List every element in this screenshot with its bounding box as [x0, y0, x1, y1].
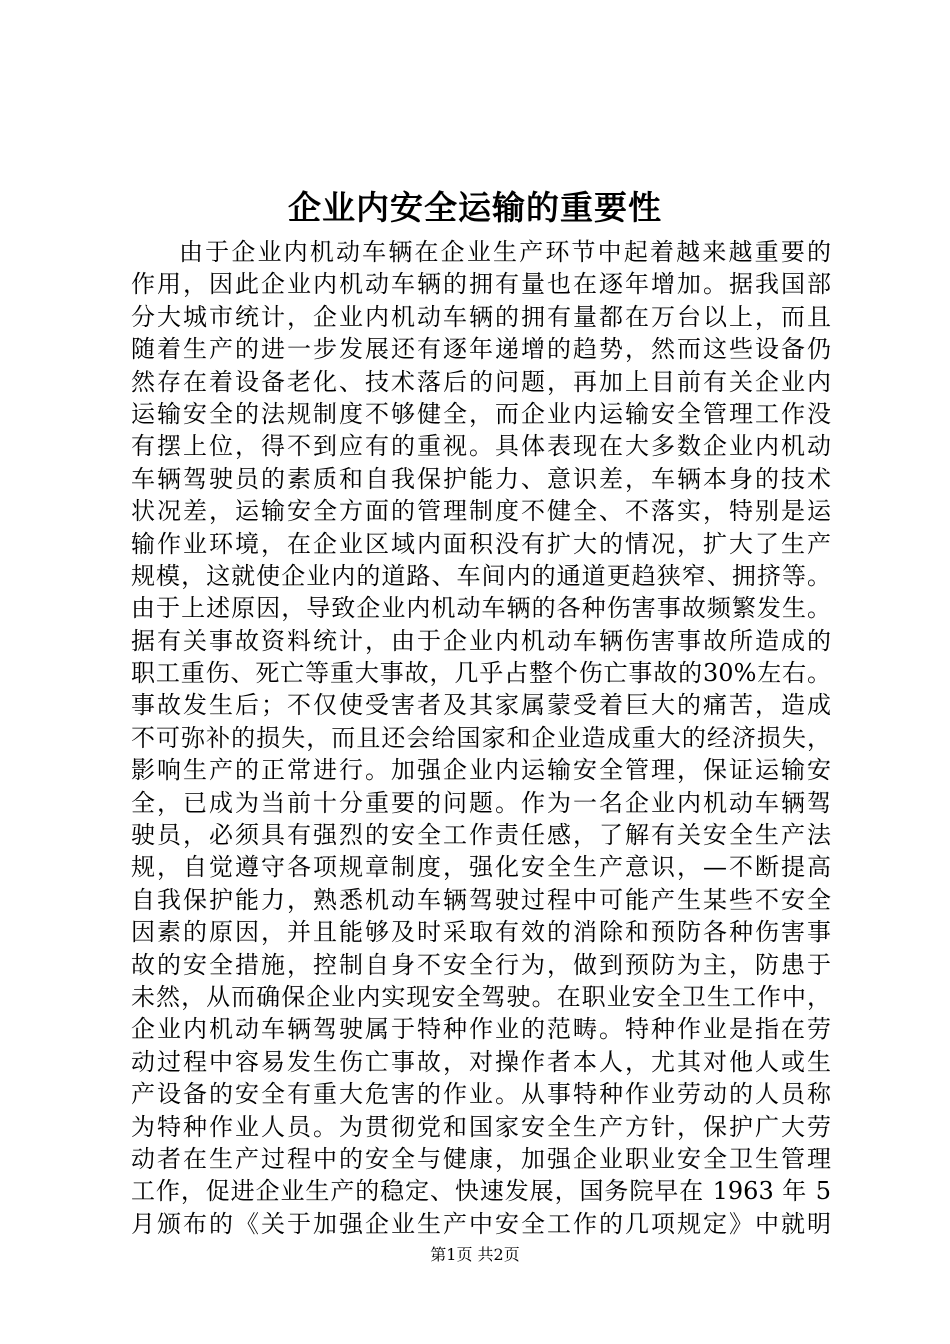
text-line: 动者在生产过程中的安全与健康，加强企业职业安全卫生管理: [131, 1144, 831, 1173]
text-line: 规模，这就使企业内的道路、车间内的通道更趋狭窄、拥挤等。: [131, 561, 831, 590]
page-title: 企业内安全运输的重要性: [288, 188, 662, 227]
text-line: 由于上述原因，导致企业内机动车辆的各种伤害事故频繁发生。: [131, 594, 831, 623]
text-line: 事故发生后；不仅使受害者及其家属蒙受着巨大的痛苦，造成: [131, 691, 831, 720]
body-text: [131, 236, 831, 1240]
text-line: 为特种作业人员。为贯彻党和国家安全生产方针，保护广大劳: [131, 1112, 831, 1141]
text-line: 自我保护能力，熟悉机动车辆驾驶过程中可能产生某些不安全: [131, 885, 831, 914]
text-line: 月颁布的《关于加强企业生产中安全工作的几项规定》中就明: [131, 1209, 831, 1238]
text-line: 职工重伤、死亡等重大事故，几乎占整个伤亡事故的30%左右。: [131, 659, 831, 688]
text-line: 规，自觉遵守各项规章制度，强化安全生产意识，—不断提高: [131, 853, 831, 882]
text-line: 然存在着设备老化、技术落后的问题，再加上目前有关企业内: [131, 367, 831, 396]
text-line: 因素的原因，并且能够及时采取有效的消除和预防各种伤害事: [131, 918, 831, 947]
text-line: 产设备的安全有重大危害的作业。从事特种作业劳动的人员称: [131, 1080, 831, 1109]
text-line: 全，已成为当前十分重要的问题。作为一名企业内机动车辆驾: [131, 788, 831, 817]
page-footer: 第1页 共2页: [430, 1245, 520, 1264]
text-line: 运输安全的法规制度不够健全，而企业内运输安全管理工作没: [131, 399, 831, 428]
text-line: 不可弥补的损失，而且还会给国家和企业造成重大的经济损失，: [131, 723, 831, 752]
text-line: 工作，促进企业生产的稳定、快速发展，国务院早在 1963 年 5: [131, 1177, 831, 1206]
text-line: 据有关事故资料统计，由于企业内机动车辆伤害事故所造成的: [131, 626, 831, 655]
text-line: 影响生产的正常进行。加强企业内运输安全管理，保证运输安: [131, 756, 831, 785]
text-line: 车辆驾驶员的素质和自我保护能力、意识差，车辆本身的技术: [131, 464, 831, 493]
text-line: 有摆上位，得不到应有的重视。具体表现在大多数企业内机动: [131, 432, 831, 461]
text-line: 状况差，运输安全方面的管理制度不健全、不落实，特别是运: [131, 497, 831, 526]
text-line: 输作业环境，在企业区域内面积没有扩大的情况，扩大了生产: [131, 529, 831, 558]
text-line: 由于企业内机动车辆在企业生产环节中起着越来越重要的: [179, 238, 831, 266]
text-line: 未然，从而确保企业内实现安全驾驶。在职业安全卫生工作中，: [131, 982, 831, 1011]
text-line: 动过程中容易发生伤亡事故，对操作者本人，尤其对他人或生: [131, 1047, 831, 1076]
text-line: 故的安全措施，控制自身不安全行为，做到预防为主，防患于: [131, 950, 831, 979]
text-line: 企业内机动车辆驾驶属于特种作业的范畴。特种作业是指在劳: [131, 1015, 831, 1044]
text-line: 随着生产的进一步发展还有逐年递增的趋势，然而这些设备仍: [131, 335, 831, 364]
text-line: 分大城市统计，企业内机动车辆的拥有量都在万台以上，而且: [131, 302, 831, 331]
text-line: 驶员，必须具有强烈的安全工作责任感，了解有关安全生产法: [131, 821, 831, 850]
text-line: 作用，因此企业内机动车辆的拥有量也在逐年增加。据我国部: [131, 270, 831, 299]
